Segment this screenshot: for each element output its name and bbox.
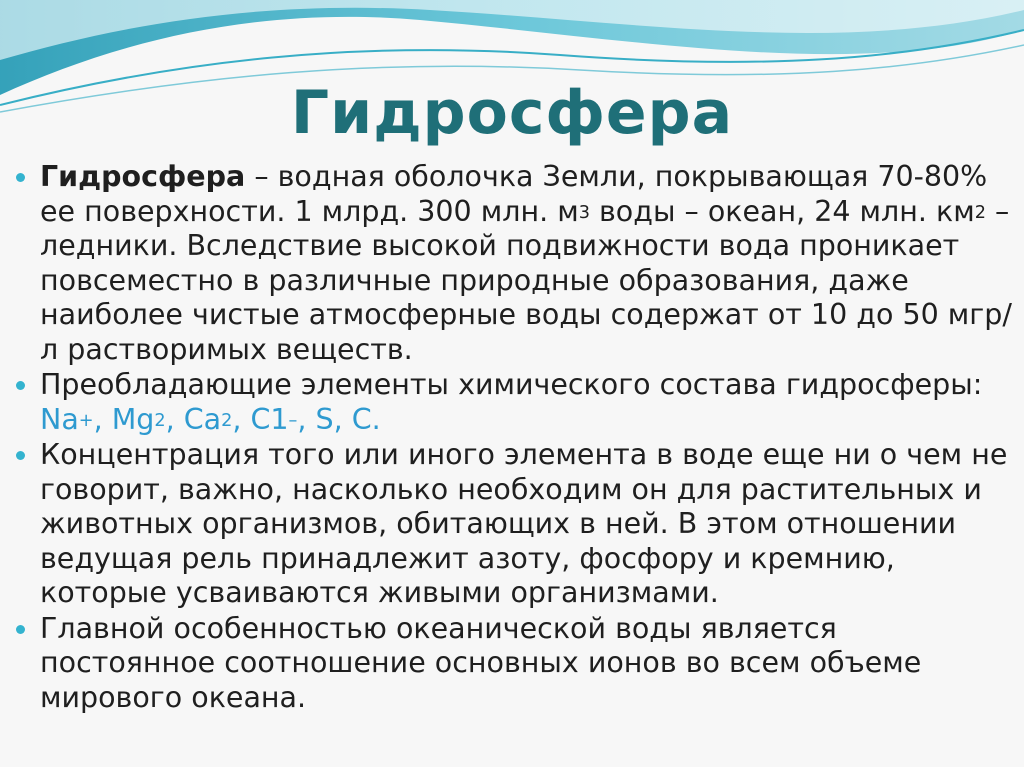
superscript-cubic: 3: [578, 202, 590, 223]
element-separator: ,: [93, 402, 112, 436]
bullet-item-ocean-water: [14, 612, 1014, 716]
bullet-item-chemical-elements: [14, 368, 1014, 437]
bullet-dot-icon: [16, 625, 25, 634]
bullet-dot-icon: [16, 451, 25, 460]
concentration-text: Концентрация того или иного элемента в воде еще ни о чем не говорит, важно, насколько необходим он для растительных и животных организмов, обитающих в ней. В этом отношении ведущая рель принадлежит азоту, фосфору и кремнию, которые усваиваются живыми организмами.: [40, 438, 1008, 609]
bullet-item-hydrosphere-definition: [14, 160, 1014, 367]
definition-text-b: воды – океан, 24 млн. км: [589, 194, 975, 228]
element-charge: +: [78, 410, 94, 431]
elements-intro-text: Преобладающие элементы химического состава гидросферы:: [40, 368, 983, 401]
element-charge: 2: [154, 410, 166, 431]
bullet-item-concentration: [14, 438, 1014, 611]
defined-term: Гидросфера: [40, 160, 246, 193]
element-separator: ,: [297, 402, 316, 436]
element-symbol: C1: [250, 402, 289, 436]
element-charge: –: [288, 410, 298, 431]
bullet-dot-icon: [16, 381, 25, 390]
element-symbol: Na: [40, 402, 79, 436]
superscript-square: 2: [974, 202, 986, 223]
element-symbol: Ca: [183, 402, 222, 436]
element-symbol: C.: [351, 402, 381, 436]
element-separator: ,: [232, 402, 251, 436]
chemical-elements-list: [40, 403, 381, 436]
definition-text-c: – ледники. Вследствие высокой подвижности вода проникает повсеместно в различные природные образования, даже наиболее чистые атмосферные воды содержат от 10 до 50 мгр/л растворимых веществ.: [40, 194, 1012, 366]
bullet-dot-icon: [16, 173, 25, 182]
element-symbol: Mg: [111, 402, 155, 436]
ocean-water-text: Главной особенностью океанической воды является постоянное соотношение основных ионов во всем объеме мирового океана.: [40, 611, 922, 714]
definition-text-a: – водная оболочка Земли, покрывающая 70-80% ее поверхности. 1 млрд. 300 млн. м: [40, 160, 988, 228]
slide-title: Гидросфера: [290, 78, 734, 148]
element-charge: 2: [221, 410, 233, 431]
element-separator: ,: [165, 402, 184, 436]
bullet-list: [14, 160, 1014, 715]
element-symbol: S: [315, 402, 334, 436]
element-separator: ,: [333, 402, 352, 436]
